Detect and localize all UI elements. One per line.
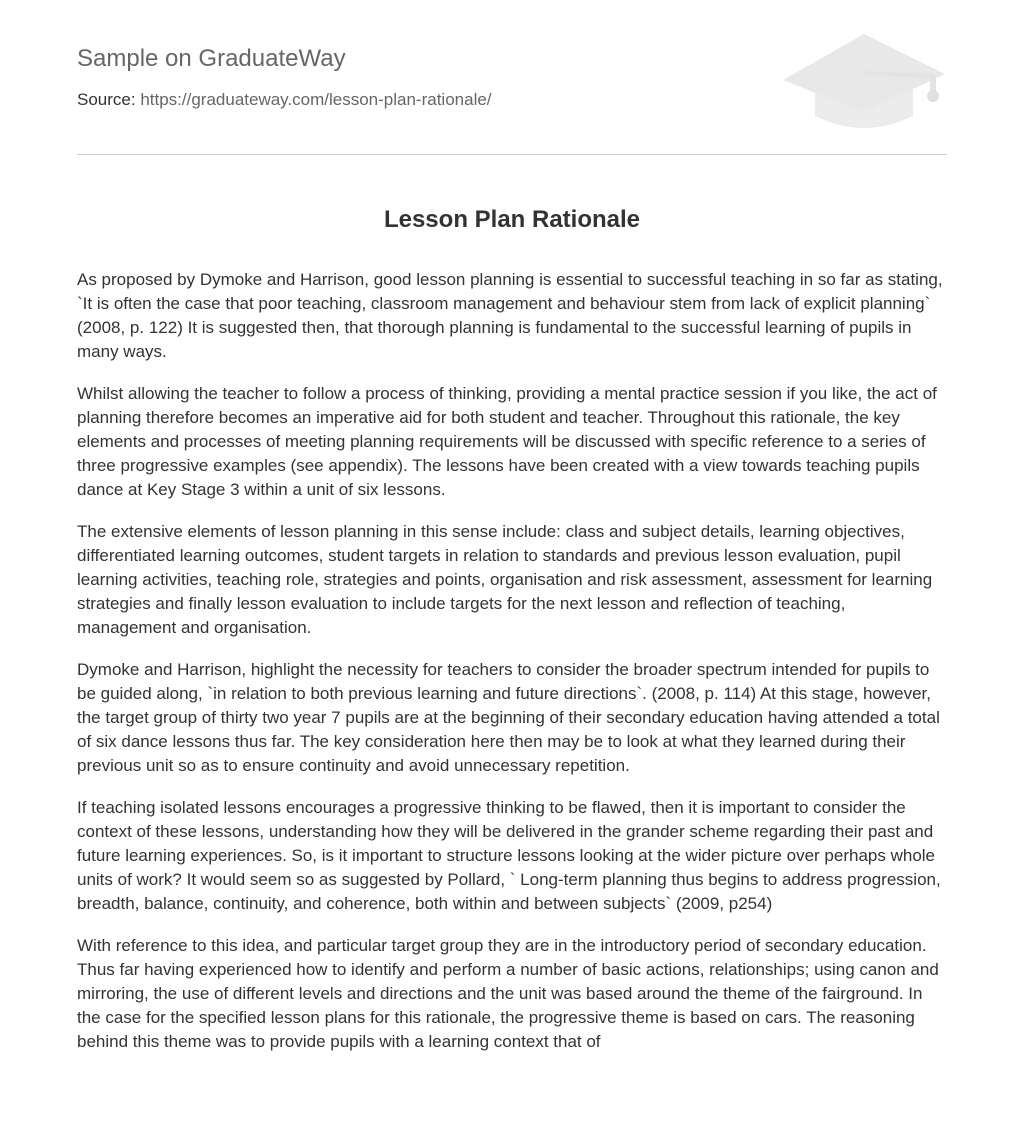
paragraph: With reference to this idea, and particular target group they are in the introductory period of secondary education. Thus far having experienced how to identify and perform a number of basic actions, relationships; using canon and mirroring, the use of different levels and directions and the unit was based around the theme of the fairground. In the case for the specified lesson plans for this rationale, the progressive theme is based on cars. The reasoning behind this theme was to provide pupils with a learning context that of — [77, 936, 939, 1051]
paragraph: The extensive elements of lesson planning in this sense include: class and subject details, learning objectives, differentiated learning outcomes, student targets in relation to standards and previous lesson evaluation, pupil learning activities, teaching role, strategies and points, organisation and risk assessment, assessment for learning strategies and finally lesson evaluation to include targets for the next lesson and reflection of teaching, management and organisation. — [77, 522, 933, 637]
header-divider — [77, 154, 947, 155]
source-label: Source: — [77, 90, 141, 109]
paragraph: Dymoke and Harrison, highlight the necessity for teachers to consider the broader spectrum intended for pupils to be guided along, `in relation to both previous learning and future directions`. (2008, p. 114) At this stage, however, the target group of thirty two year 7 pupils are at the beginning of their secondary education having attended a total of six dance lessons thus far. The key consideration here then may be to look at what they learned during their previous unit so as to ensure continuity and avoid unnecessary repetition. — [77, 660, 940, 775]
source-link[interactable]: https://graduateway.com/lesson-plan-rationale/ — [140, 90, 492, 109]
paragraph: If teaching isolated lessons encourages a progressive thinking to be flawed, then it is important to consider the context of these lessons, understanding how they will be delivered in the grander scheme regarding their past and future learning experiences. So, is it important to structure lessons looking at the wider picture over perhaps whole units of work? It would seem so as suggested by Pollard, ` Long-term planning thus begins to address progression, breadth, balance, continuity, and coherence, both within and between subjects` (2009, p254) — [77, 798, 941, 913]
paragraph: As proposed by Dymoke and Harrison, good lesson planning is essential to successful teaching in so far as stating, `It is often the case that poor teaching, classroom management and behaviour stem from lack of explicit planning` (2008, p. 122) It is suggested then, that thorough planning is fundamental to the successful learning of pupils in many ways. — [77, 270, 943, 361]
graduation-cap-icon — [781, 30, 947, 132]
article-body — [77, 268, 947, 1136]
site-title: Sample on GraduateWay — [77, 45, 346, 72]
document-title: Lesson Plan Rationale — [383, 206, 641, 233]
paragraph: Whilst allowing the teacher to follow a process of thinking, providing a mental practice session if you like, the act of planning therefore becomes an imperative aid for both student and teacher. Throughout this rationale, the key elements and processes of meeting planning requirements will be discussed with specific reference to a series of three progressive examples (see appendix). The lessons have been created with a view towards teaching pupils dance at Key Stage 3 within a unit of six lessons. — [77, 384, 937, 499]
page-header — [77, 0, 947, 156]
source-line — [77, 89, 492, 111]
